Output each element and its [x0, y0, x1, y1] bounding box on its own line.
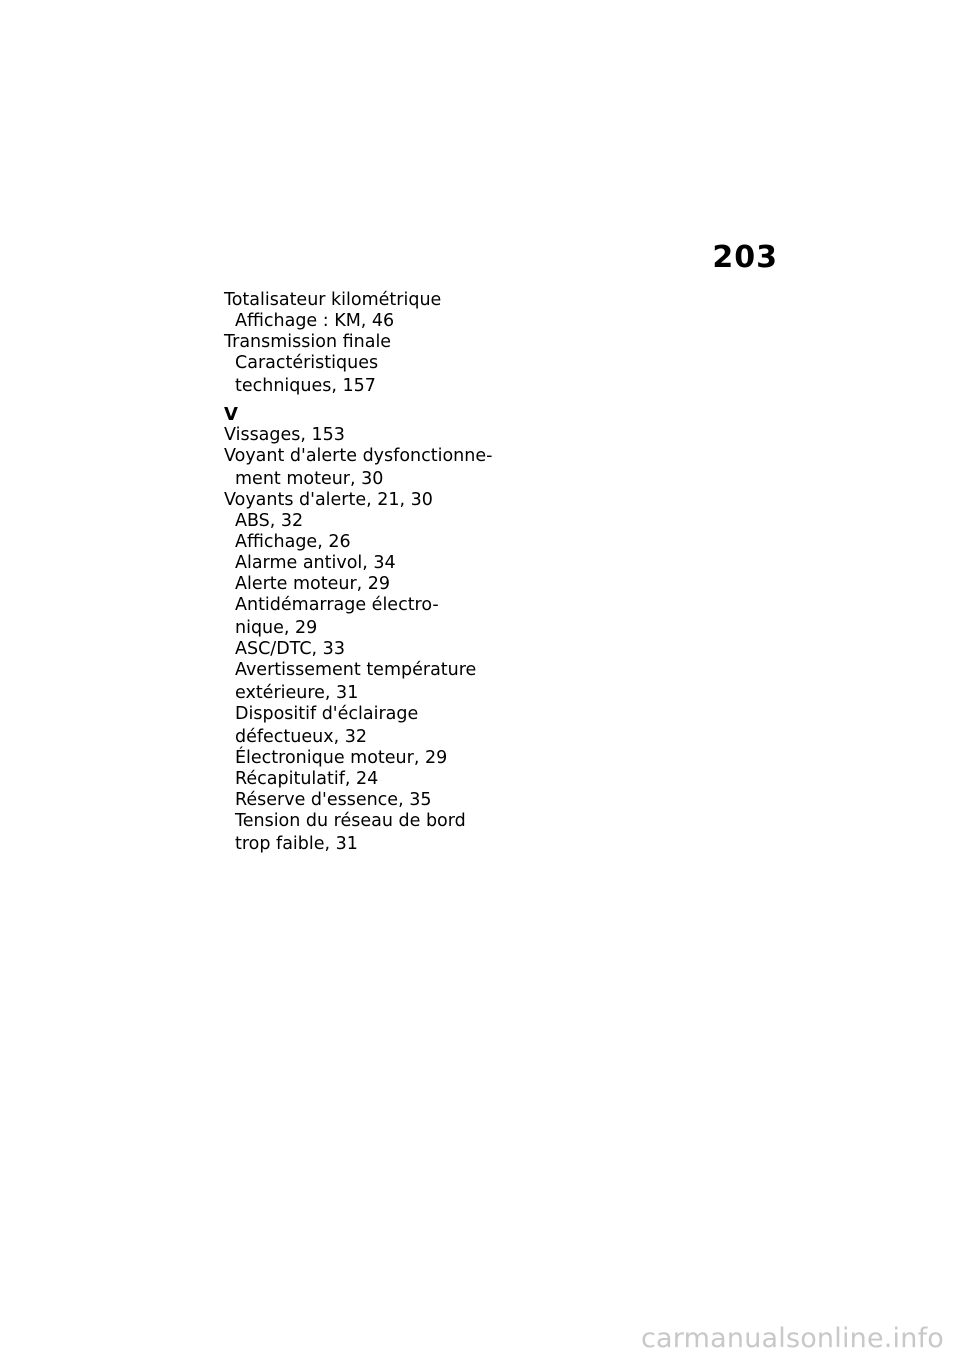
index-continuation: ment moteur, 30 — [235, 469, 384, 489]
index-continuation: extérieure, 31 — [235, 683, 359, 703]
index-subentry: Avertissement température — [235, 660, 477, 680]
index-entry: Vissages, 153 — [224, 425, 345, 445]
index-entry: Voyant d'alerte dysfonctionne- — [224, 446, 493, 466]
index-subentry: ABS, 32 — [235, 511, 304, 531]
index-entry: Transmission finale — [224, 332, 392, 352]
index-continuation: trop faible, 31 — [235, 834, 358, 854]
index-subentry: Réserve d'essence, 35 — [235, 790, 432, 810]
page-number: 203 — [712, 240, 778, 275]
index-subentry: Affichage : KM, 46 — [235, 311, 395, 331]
index-subentry: Récapitulatif, 24 — [235, 769, 379, 789]
index-subentry: Caractéristiques — [235, 353, 379, 373]
index-letter-heading: V — [224, 404, 238, 425]
index-subentry: Électronique moteur, 29 — [235, 748, 448, 768]
index-entry: Voyants d'alerte, 21, 30 — [224, 490, 433, 510]
index-column — [224, 290, 514, 855]
index-subentry: Alarme antivol, 34 — [235, 553, 396, 573]
index-subentry: Tension du réseau de bord — [235, 811, 466, 831]
index-subentry: Antidémarrage électro- — [235, 595, 439, 615]
index-subentry: Alerte moteur, 29 — [235, 574, 391, 594]
index-subentry: ASC/DTC, 33 — [235, 639, 345, 659]
watermark: carmanualsonline.info — [641, 1323, 944, 1354]
index-entry: Totalisateur kilométrique — [224, 290, 442, 310]
index-continuation: techniques, 157 — [235, 376, 376, 396]
index-subentry: Affichage, 26 — [235, 532, 351, 552]
index-continuation: nique, 29 — [235, 618, 318, 638]
index-subentry: Dispositif d'éclairage — [235, 704, 419, 724]
index-continuation: défectueux, 32 — [235, 727, 367, 747]
